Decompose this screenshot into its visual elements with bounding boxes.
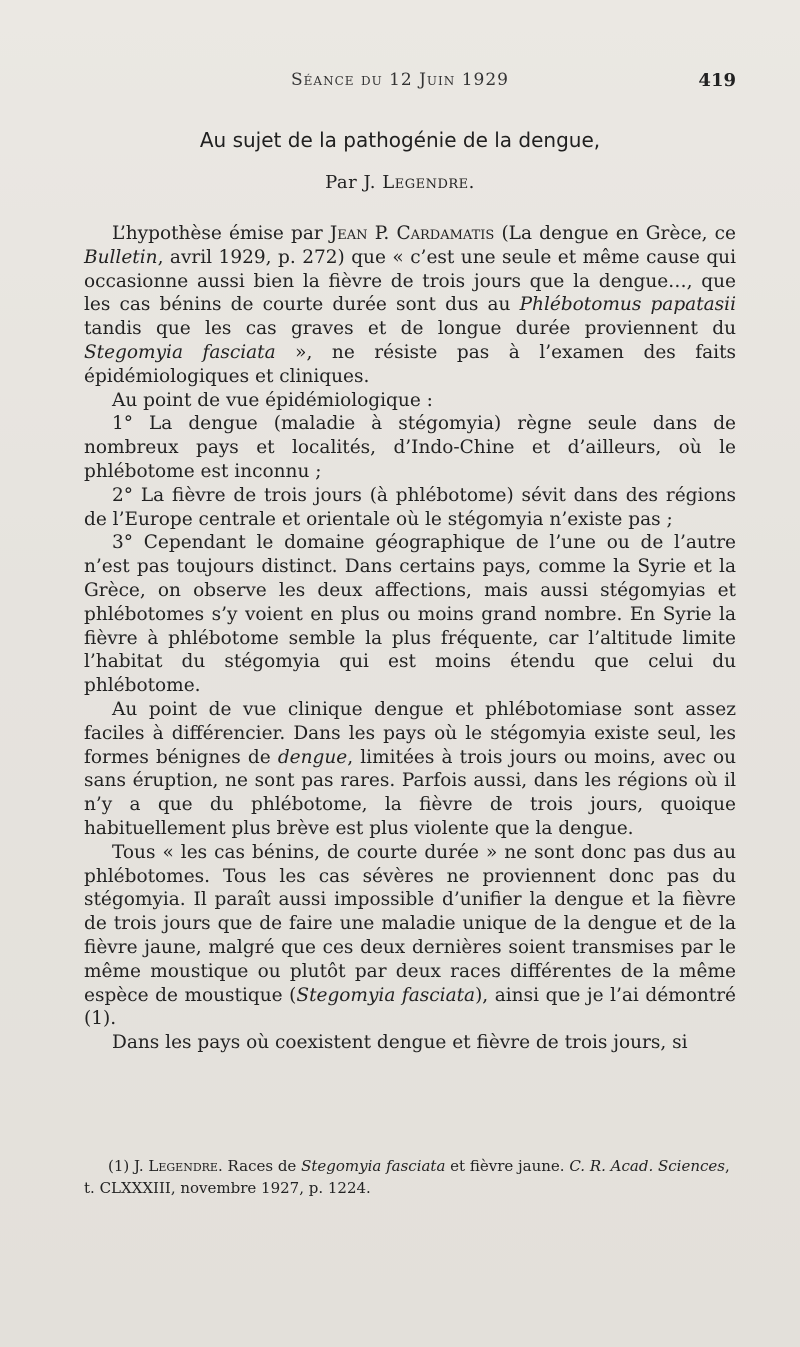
- article-body: [84, 222, 736, 1055]
- species-name: Stegomyia fasciata: [301, 1157, 446, 1175]
- text-run: Races de: [222, 1157, 302, 1175]
- paragraph-epidemiology-heading: Au point de vue épidémiologique :: [112, 389, 433, 411]
- paragraph-clinical: [84, 698, 736, 841]
- text-run: », ne résiste pas à l’examen des faits épidémiologiques et cliniques.: [84, 341, 737, 387]
- byline-author: Legendre.: [382, 172, 475, 193]
- species-name: Phlébotomus papatasii: [519, 294, 736, 316]
- text-run: , avril 1929, p. 272) que « c’est une seule et même cause qui occasionne aussi bien la fièvre de trois jours que la dengue…, que les cas bénins de courte durée sont dus au: [84, 246, 736, 316]
- text-run: , t. CLXXXIII, novembre 1927, p. 1224.: [84, 1157, 730, 1197]
- article-byline: [0, 172, 800, 193]
- text-run: L’hypothèse émise par: [112, 223, 330, 244]
- emphasis-dengue: dengue: [277, 746, 348, 768]
- text-run: ), ainsi que je l’ai démontré (1).: [84, 984, 736, 1030]
- text-run: (La dengue en Grèce, ce: [494, 223, 736, 244]
- journal-name: Bulletin: [84, 246, 158, 268]
- text-run: tandis que les cas graves et de longue durée proviennent du: [84, 318, 736, 340]
- running-head: Séance du 12 Juin 1929: [291, 70, 509, 90]
- text-run: Au point de vue clinique dengue et phlébotomiase sont assez faciles à différencier. Dans les pays où le stégomyia existe seul, les formes bénignes de: [84, 698, 736, 768]
- paragraph-point-3: 3° Cependant le domaine géographique de l’une ou de l’autre n’est pas toujours distinct. Dans certains pays, comme la Syrie et la Grèce, on observe les deux affections, mais aussi stégomyias et phlébotomes s’y voient en plus ou moins grand nombre. En Syrie la fièvre à phlébotome semble la plus fréquente, car l’altitude limite l’habitat du stégomyia qui est moins étendu que celui du phlébotome.: [84, 532, 736, 697]
- byline-prefix: Par J.: [325, 172, 383, 193]
- page-number: 419: [698, 70, 736, 91]
- species-name: Stegomyia fasciata: [84, 341, 276, 363]
- text-run: et fièvre jaune.: [445, 1157, 570, 1175]
- text-run: , limitées à trois jours ou moins, avec ou sans éruption, ne sont pas rares. Parfois aussi, dans les régions où il n’y a que du phlébotome, la fièvre de trois jours, quoique habituellement plus brève est plus violente que la dengue.: [84, 746, 736, 839]
- footnote-author: J. Legendre.: [134, 1157, 223, 1175]
- paragraph-intro: [84, 222, 736, 389]
- text-run: Tous « les cas bénins, de courte durée » ne sont donc pas dus au phlébotomes. Tous les cas sévères ne proviennent donc pas du stégomyia. Il paraît aussi impossible d’unifier la dengue et la fièvre de trois jours que de faire une maladie unique de la dengue et de la fièvre jaune, malgré que ces deux dernières soient transmises par le même moustique ou plutôt par deux races différentes de la même espèce de moustique (: [84, 841, 736, 1006]
- paragraph-point-2: 2° La fièvre de trois jours (à phlébotome) sévit dans des régions de l’Europe centrale et orientale où le stégomyia n’existe pas ;: [84, 484, 736, 530]
- footnote-marker: (1): [108, 1157, 135, 1175]
- paragraph-conclusion: [84, 841, 736, 1031]
- journal-name: C. R. Acad. Sciences: [569, 1157, 725, 1175]
- footnote: [84, 1155, 744, 1199]
- cited-author: Jean P. Cardamatis: [329, 223, 495, 244]
- article-title: Au sujet de la pathogénie de la dengue,: [199, 128, 601, 152]
- paragraph-continued: Dans les pays où coexistent dengue et fièvre de trois jours, si: [112, 1032, 688, 1054]
- paragraph-point-1: 1° La dengue (maladie à stégomyia) règne seule dans de nombreux pays et localités, d’Indo-Chine et d’ailleurs, où le phlébotome est inconnu ;: [84, 413, 736, 482]
- species-name: Stegomyia fasciata: [296, 984, 476, 1006]
- page-header: [0, 70, 800, 96]
